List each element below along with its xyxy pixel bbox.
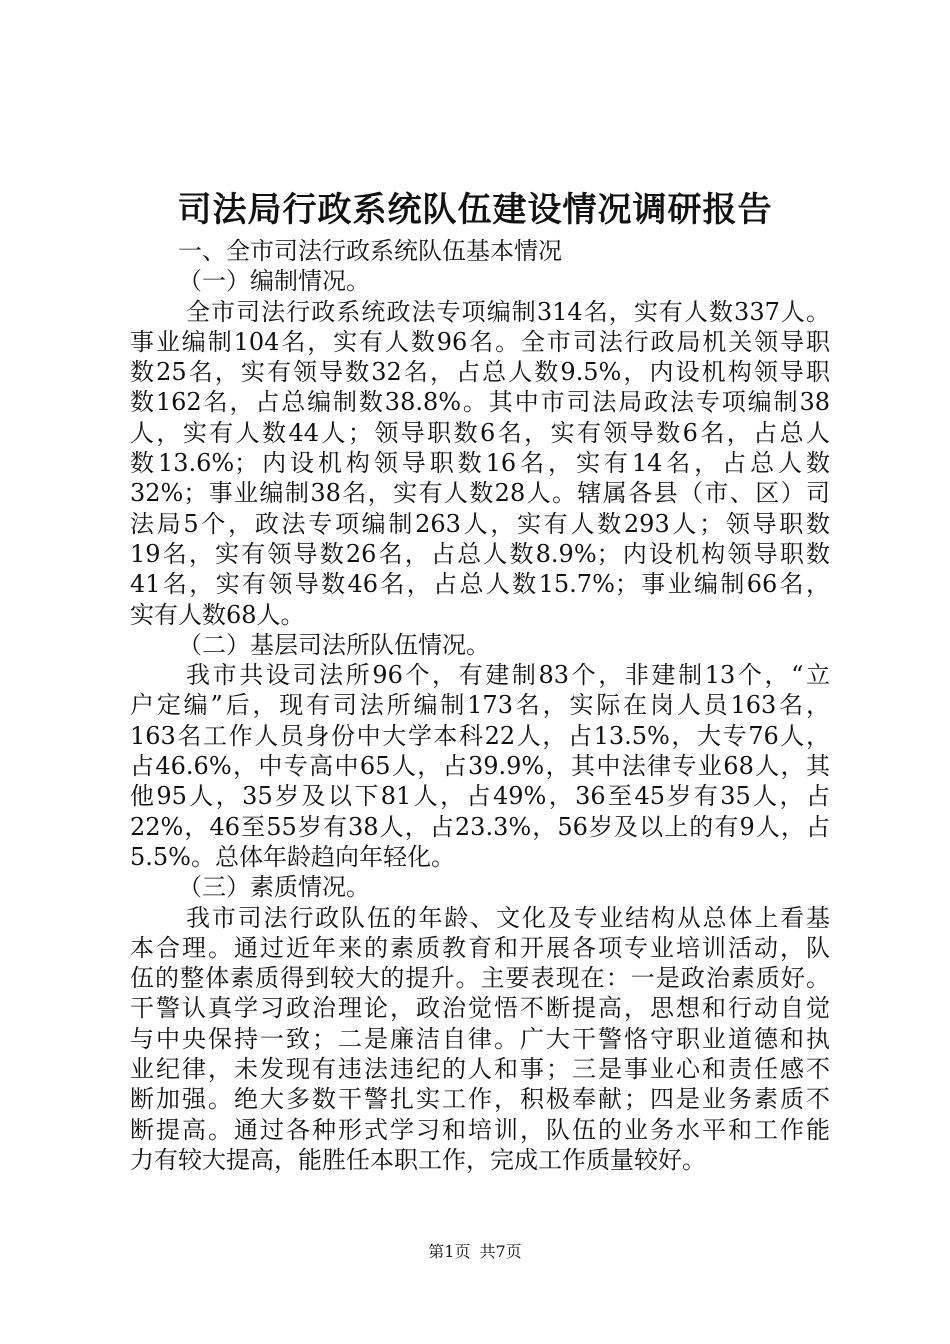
- paragraph-line: 数13.6%；内设机构领导职数16名，实有14名，占总人数: [130, 449, 830, 478]
- paragraph-line: 人，实有人数44人；领导职数6名，实有领导数6名，占总人: [130, 418, 830, 447]
- page-title: 司法局行政系统队伍建设情况调研报告: [177, 190, 773, 230]
- paragraph-grassroots: [130, 660, 830, 872]
- paragraph-line: 我市共设司法所96个，有建制83个，非建制13个，“立: [186, 661, 830, 690]
- paragraph-line: 数162名，占总编制数38.8%。其中市司法局政法专项编制38: [130, 388, 830, 417]
- page-number: 第1页: [428, 1242, 471, 1261]
- paragraph-line: 全市司法行政系统政法专项编制314名，实有人数337人。: [186, 297, 830, 326]
- paragraph-line: 163名工作人员身份中大学本科22人，占13.5%，大专76人，: [130, 721, 830, 750]
- paragraph-line: 事业编制104名，实有人数96名。全市司法行政局机关领导职: [130, 327, 830, 356]
- page-footer: [0, 1241, 950, 1263]
- paragraph-line: 力有较大提高，能胜任本职工作，完成工作质量较好。: [130, 1145, 706, 1174]
- paragraph-line: 业纪律，未发现有违法违纪的人和事；三是事业心和责任感不: [130, 1055, 830, 1084]
- document-body: [130, 236, 830, 1175]
- subsection-heading: （一）编制情况。: [178, 267, 370, 296]
- paragraph-line: 本合理。通过近年来的素质教育和开展各项专业培训活动，队: [130, 933, 830, 962]
- paragraph-line: 法局5个，政法专项编制263人，实有人数293人；领导职数: [130, 509, 830, 538]
- paragraph-line: 数25名，实有领导数32名，占总人数9.5%，内设机构领导职: [130, 358, 830, 387]
- paragraph-line: 实有人数68人。: [130, 600, 305, 629]
- paragraph-line: 他95人，35岁及以下81人，占49%，36至45岁有35人，占: [130, 782, 830, 811]
- section-heading: 一、全市司法行政系统队伍基本情况: [178, 237, 562, 265]
- paragraph-line: 与中央保持一致；二是廉洁自律。广大干警恪守职业道德和执: [130, 1024, 830, 1053]
- paragraph-line: 干警认真学习政治理论，政治觉悟不断提高，思想和行动自觉: [130, 994, 830, 1023]
- paragraph-quality: [130, 903, 830, 1176]
- paragraph-line: 5.5%。总体年龄趋向年轻化。: [130, 842, 455, 871]
- paragraph-staffing: [130, 297, 830, 630]
- subsection-heading: （三）素质情况。: [178, 873, 370, 902]
- paragraph-line: 22%，46至55岁有38人，占23.3%，56岁及以上的有9人，占: [130, 812, 830, 841]
- paragraph-line: 断加强。绝大多数干警扎实工作，积极奉献；四是业务素质不: [130, 1085, 830, 1114]
- paragraph-line: 我市司法行政队伍的年龄、文化及专业结构从总体上看基: [186, 903, 830, 932]
- paragraph-line: 伍的整体素质得到较大的提升。主要表现在：一是政治素质好。: [130, 964, 830, 993]
- page-total: 共7页: [479, 1242, 522, 1261]
- paragraph-line: 户定编”后，现有司法所编制173名，实际在岗人员163名，: [130, 691, 830, 720]
- subsection-heading: （二）基层司法所队伍情况。: [178, 630, 490, 659]
- paragraph-line: 断提高。通过各种形式学习和培训，队伍的业务水平和工作能: [130, 1115, 830, 1144]
- paragraph-line: 19名，实有领导数26名，占总人数8.9%；内设机构领导职数: [130, 539, 830, 568]
- paragraph-line: 占46.6%，中专高中65人，占39.9%，其中法律专业68人，其: [130, 752, 830, 781]
- paragraph-line: 32%；事业编制38名，实有人数28人。辖属各县（市、区）司: [130, 479, 830, 508]
- paragraph-line: 41名，实有领导数46名，占总人数15.7%；事业编制66名，: [130, 570, 830, 599]
